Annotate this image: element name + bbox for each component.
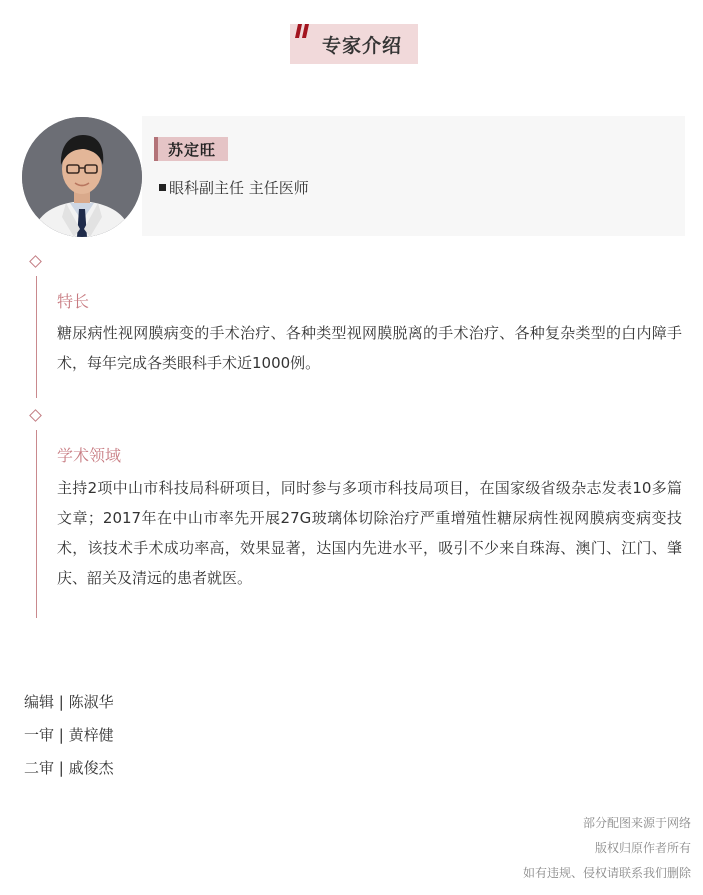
section-header xyxy=(290,24,418,64)
specialty-heading: 特长 xyxy=(57,292,90,311)
footer-note: 版权归原作者所有 xyxy=(594,841,691,855)
specialty-text: 糖尿病性视网膜病变的手术治疗、各种类型视网膜脱离的手术治疗、各种复杂类型的白内障手术，每年完成各类眼科手术近1000例。 xyxy=(57,324,682,372)
section-header-title: 专家介绍 xyxy=(321,34,402,57)
doctor-name-tag xyxy=(154,137,228,161)
academic-text: 主持2项中山市科技局科研项目，同时参与多项市科技局项目，在国家级省级杂志发表10多篇文章；2017年在中山市率先开展27G玻璃体切除治疗严重增殖性糖尿病性视网膜病变病变技术，该技术手术成功率高，效果显著，达国内先进水平，吸引不少来自珠海、澳门、江门、肇庆、韶关及清远的患者就医。 xyxy=(57,479,682,587)
square-bullet-icon xyxy=(159,184,166,191)
doctor-title: 眼科副主任 主任医师 xyxy=(169,179,309,197)
credit-second-review: 二审 | 戚俊杰 xyxy=(24,759,114,777)
academic-heading: 学术领域 xyxy=(57,446,122,465)
footer-note: 如有违规、侵权请联系我们删除 xyxy=(522,866,691,880)
timeline-line xyxy=(36,276,37,398)
footer-note: 部分配图来源于网络 xyxy=(582,816,691,830)
diamond-marker-icon xyxy=(29,409,42,422)
doctor-name: 苏定旺 xyxy=(168,140,217,159)
credit-first-review: 一审 | 黄梓健 xyxy=(24,726,114,744)
doctor-title-line xyxy=(159,177,309,198)
credit-editor: 编辑 | 陈淑华 xyxy=(24,693,114,711)
doctor-avatar xyxy=(22,117,142,237)
profile-card xyxy=(142,116,685,236)
slash-marks-icon xyxy=(293,22,311,42)
timeline-line xyxy=(36,430,37,618)
diamond-marker-icon xyxy=(29,255,42,268)
